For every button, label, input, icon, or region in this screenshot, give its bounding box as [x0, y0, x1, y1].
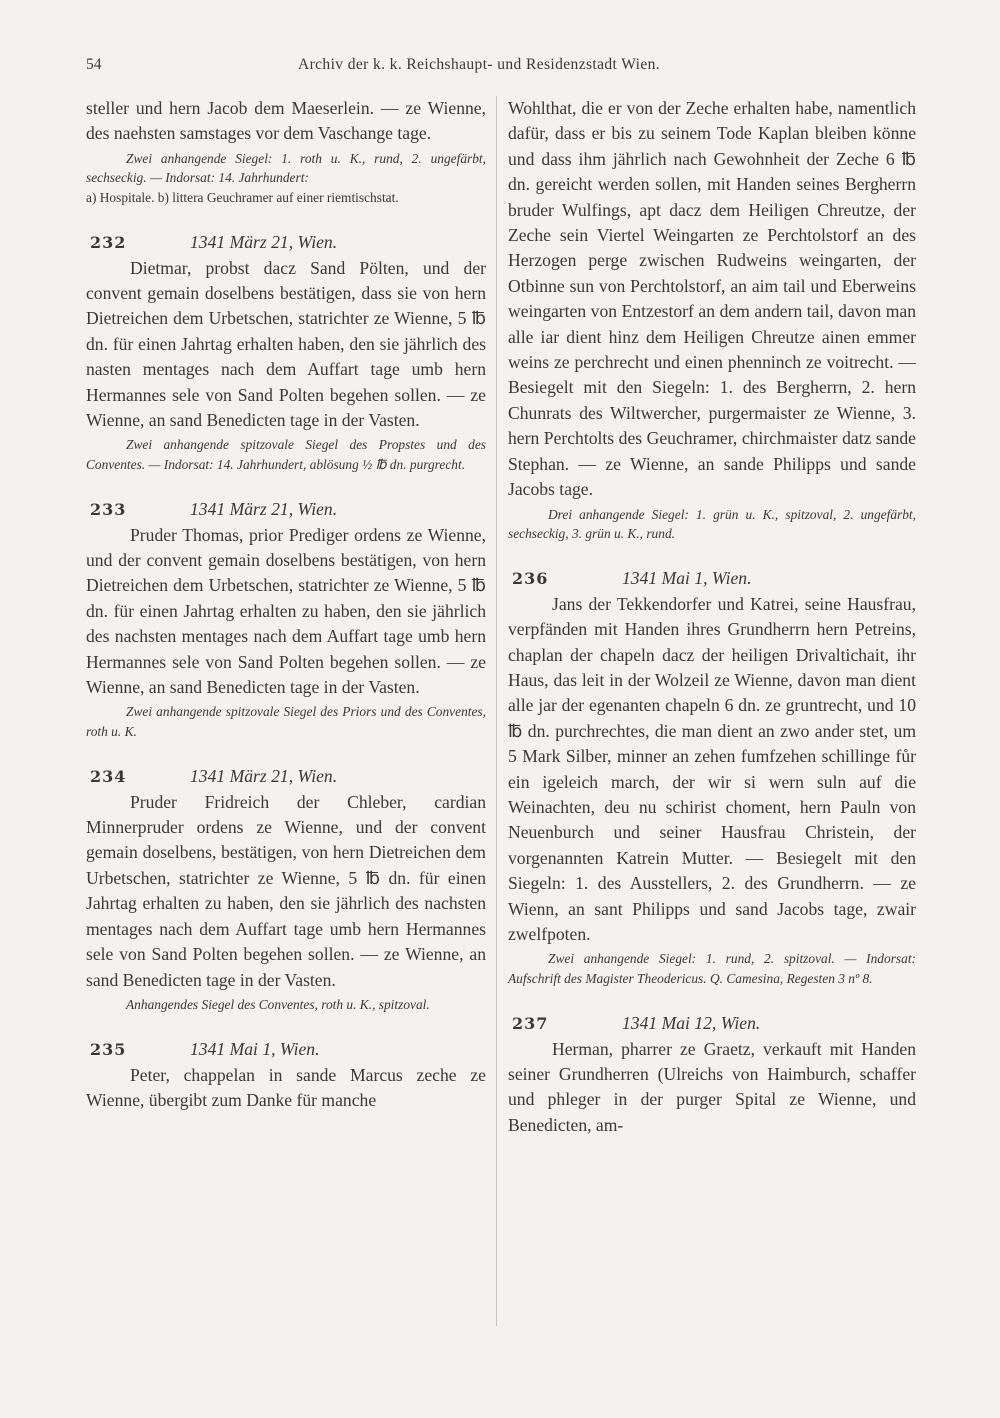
entry-date: 1341 März 21, Wien. — [190, 231, 338, 252]
entry-number: 235 — [90, 1039, 127, 1059]
entry-text-234: Pruder Fridreich der Chleber, cardian Minnerpruder ordens ze Wienne, und der convent gemain doselbens, bestätigen, von hern Dietreichen dem Urbetschen, statrichter ze Wienne, 5 ℔ dn. für einen Jahrtag erhalten zu haben, den sie jährlich des nachsten mentages nach dem Auffart tage umb hern Hermannes sele von Sand Polten begehen sollen. — ze Wienne, an sand Benedicten tage in der Vasten. — [86, 791, 486, 990]
entry-number: 233 — [90, 499, 127, 519]
entry-text-233: Pruder Thomas, prior Prediger ordens ze Wienne, und der convent gemain doselbens bestätigen, von hern Dietreichen dem Urbetschen, statrichter ze Wienne, 5 ℔ dn. für einen Jahrtag erhalten zu haben, den sie jährlich des nachsten mentages nach dem Auffart tage umb hern Hermannes sele von Sand Polten begehen sollen. — ze Wienne, an sand Benedicten tage in der Vasten. — [86, 524, 486, 698]
entry-text-236: Jans der Tekkendorfer und Katrei, seine Hausfrau, verpfänden mit Handen ihres Grundherrn hern Petreins, chaplan der chapeln dacz der heiligen Drivaltichait, ihr Haus, das leit in der Wolzeil ze Wienne, davon man dient alle jar der egenanten chapeln 6 dn. ze gruntrecht, und 10 ℔ dn. purchrechtes, die man dient an zwo ander stet, um 5 Mark Silber, minner an zehen fumfzehen schillinge fůr ein igeleich march, der wir si wern suln auf die Weinachten, deu nu schirist choment, hern Pauln von Neuenburch und seiner Hausfrau Christein, der vorgenannten Katrein Mutter. — Besiegelt mit den Siegeln: 1. des Ausstellers, 2. des Grundherrn. — ze Wienn, an sant Philipps und sand Jacobs tage, zwair zwelfpoten. — [508, 593, 916, 944]
entry-heading-234 — [86, 763, 486, 790]
entry-date: 1341 Mai 1, Wien. — [622, 567, 752, 588]
entry-heading-237 — [508, 1010, 916, 1037]
entry-seal-note-233: Zwei anhangende spitzovale Siegel des Priors und des Conventes, roth u. K. — [86, 704, 486, 740]
entry-seal-note-235: Drei anhangende Siegel: 1. grün u. K., spitzoval, 2. ungefärbt, sechseckig, 3. grün u. K., rund. — [508, 506, 916, 542]
entry-heading-233 — [86, 496, 486, 523]
left-column — [86, 96, 486, 1113]
continued-entry-text-235: Wohlthat, die er von der Zeche erhalten habe, namentlich dafür, dass er bis zu seinem Tode Kaplan bleiben könne und dass ihm jährlich nach Gewohnheit der Zeche 6 ℔ dn. gereicht werden sollen, mit Handen seines Bergherrn bruder Wulfings, apt dacz dem Heiligen Chreutze, der Zeche sein Viertel Weingarten ze Perchtolstorf an des Herzogen perge zwischen Rudweins weingarten, der Otbinne sun von Perchtolstorf, an aim tail und Eberweins weingarten von Entzestorf an dem andern tail, davon man alle iar dient hinz dem Heiligen Chreutze ainen emmer weins ze perchrecht und einen phenninch ze voitrecht. — Besiegelt mit den Siegeln: 1. des Bergherrn, 2. hern Chunrats des Wiltwercher, purgermaister ze Wienne, 3. hern Perchtolts des Geuchramer, chirchmaister datz sande Stephan. — ze Wienne, an sande Philipps und sande Jacobs tage. — [508, 98, 916, 500]
entry-heading-232 — [86, 229, 486, 256]
continued-entry-text: steller und hern Jacob dem Maeserlein. — ze Wienne, des naehsten samstages vor dem Vaschange tage. — [86, 98, 486, 144]
entry-heading-236 — [508, 565, 916, 592]
page-number: 54 — [86, 56, 102, 73]
right-column — [508, 96, 916, 1138]
entry-number: 232 — [90, 232, 127, 252]
running-title: Archiv der k. k. Reichshaupt- und Residenzstadt Wien. — [298, 56, 661, 73]
entry-number: 237 — [512, 1013, 549, 1033]
entry-seal-note-236: Zwei anhangende Siegel: 1. rund, 2. spitzoval. — Indorsat: Aufschrift des Magister Theodericus. Q. Camesina, Regesten 3 nº 8. — [508, 951, 916, 986]
column-divider — [496, 96, 497, 1326]
entry-date: 1341 Mai 12, Wien. — [622, 1012, 761, 1033]
entry-seal-note-232: Zwei anhangende spitzovale Siegel des Propstes und des Conventes. — Indorsat: 14. Jahrhundert, ablösung ½ ℔ dn. purgrecht. — [86, 437, 486, 473]
entry-heading-235 — [86, 1036, 486, 1063]
entry-date: 1341 März 21, Wien. — [190, 498, 338, 519]
entry-number: 234 — [90, 766, 127, 786]
page-header — [86, 56, 696, 80]
entry-number: 236 — [512, 568, 549, 588]
continued-entry-seal-note: Zwei anhangende Siegel: 1. roth u. K., rund, 2. ungefärbt, sechseckig. — Indorsat: 14. Jahrhundert: — [86, 150, 486, 186]
entry-date: 1341 Mai 1, Wien. — [190, 1038, 320, 1059]
entry-date: 1341 März 21, Wien. — [190, 765, 338, 786]
entry-text-235: Peter, chappelan in sande Marcus zeche ze Wienne, übergibt zum Danke für manche — [86, 1064, 486, 1110]
entry-text-232: Dietmar, probst dacz Sand Pölten, und der convent gemain doselbens bestätigen, dass sie von hern Dietreichen dem Urbetschen, statrichter ze Wienne, 5 ℔ dn. für einen Jahrtag erhalten haben, den sie jährlich des nasten mentages nach dem Auffart tage umb hern Hermannes sele von Sand Polten begehen sollen. — ze Wienne, an sand Benedicten tage in der Vasten. — [86, 257, 486, 431]
entry-text-237: Herman, pharrer ze Graetz, verkauft mit Handen seiner Grundherren (Ulreichs von Haimburch, schaffer und phleger in der purger Spital ze Wienne, und Benedicten, am- — [508, 1038, 916, 1135]
footnote: a) Hospitale. b) littera Geuchramer auf einer riemtischstat. — [86, 190, 399, 205]
entry-seal-note-234: Anhangendes Siegel des Conventes, roth u. K., spitzoval. — [126, 996, 430, 1012]
